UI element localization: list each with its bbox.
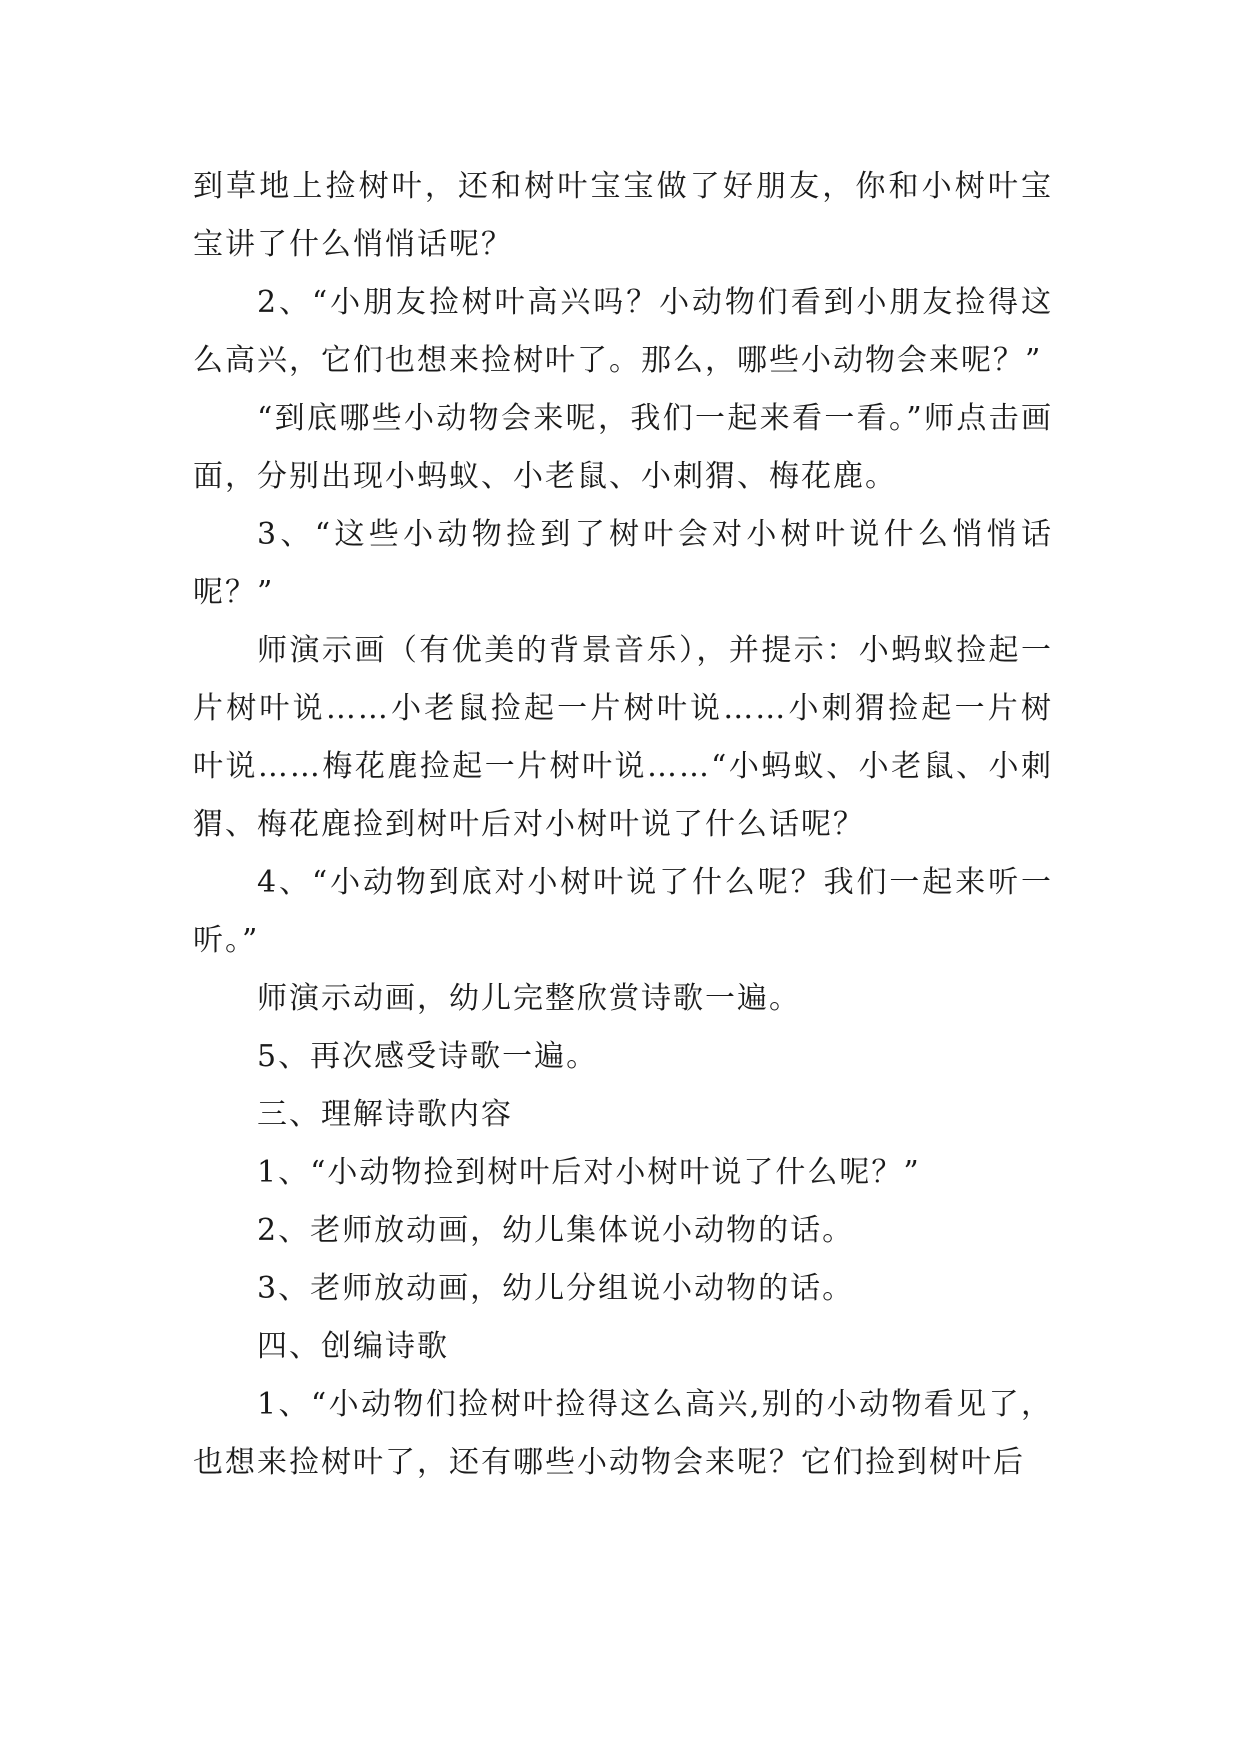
paragraph: 2、老师放动画，幼儿集体说小动物的话。 — [257, 1213, 855, 1248]
paragraph: “到底哪些小动物会来呢，我们一起来看一看。”师点击画面，分别出现小蚂蚁、小老鼠、小刺猬、梅花鹿。 — [193, 401, 1053, 494]
section-heading: 三、理解诗歌内容 — [257, 1097, 513, 1132]
paragraph: 到草地上捡树叶，还和树叶宝宝做了好朋友，你和小树叶宝宝讲了什么悄悄话呢？ — [193, 169, 1053, 262]
paragraph: 师演示动画，幼儿完整欣赏诗歌一遍。 — [257, 981, 801, 1016]
paragraph: 4、“小动物到底对小树叶说了什么呢？我们一起来听一听。” — [193, 865, 1053, 958]
section-heading: 四、创编诗歌 — [257, 1329, 449, 1364]
document-body — [193, 158, 1053, 1492]
paragraph: 5、再次感受诗歌一遍。 — [257, 1039, 599, 1074]
paragraph: 2、“小朋友捡树叶高兴吗？小动物们看到小朋友捡得这么高兴，它们也想来捡树叶了。那么，哪些小动物会来呢？” — [193, 285, 1053, 378]
paragraph: 1、“小动物们捡树叶捡得这么高兴,别的小动物看见了，也想来捡树叶了，还有哪些小动物会来呢？它们捡到树叶后 — [193, 1387, 1053, 1480]
paragraph: 3、“这些小动物捡到了树叶会对小树叶说什么悄悄话呢？” — [193, 517, 1053, 610]
paragraph: 3、老师放动画，幼儿分组说小动物的话。 — [257, 1271, 855, 1306]
paragraph: 1、“小动物捡到树叶后对小树叶说了什么呢？” — [257, 1155, 921, 1190]
paragraph: 师演示画（有优美的背景音乐），并提示：小蚂蚁捡起一片树叶说……小老鼠捡起一片树叶说……小刺猬捡起一片树叶说……梅花鹿捡起一片树叶说……“小蚂蚁、小老鼠、小刺猬、梅花鹿捡到树叶后对小树叶说了什么话呢？ — [193, 633, 1053, 842]
